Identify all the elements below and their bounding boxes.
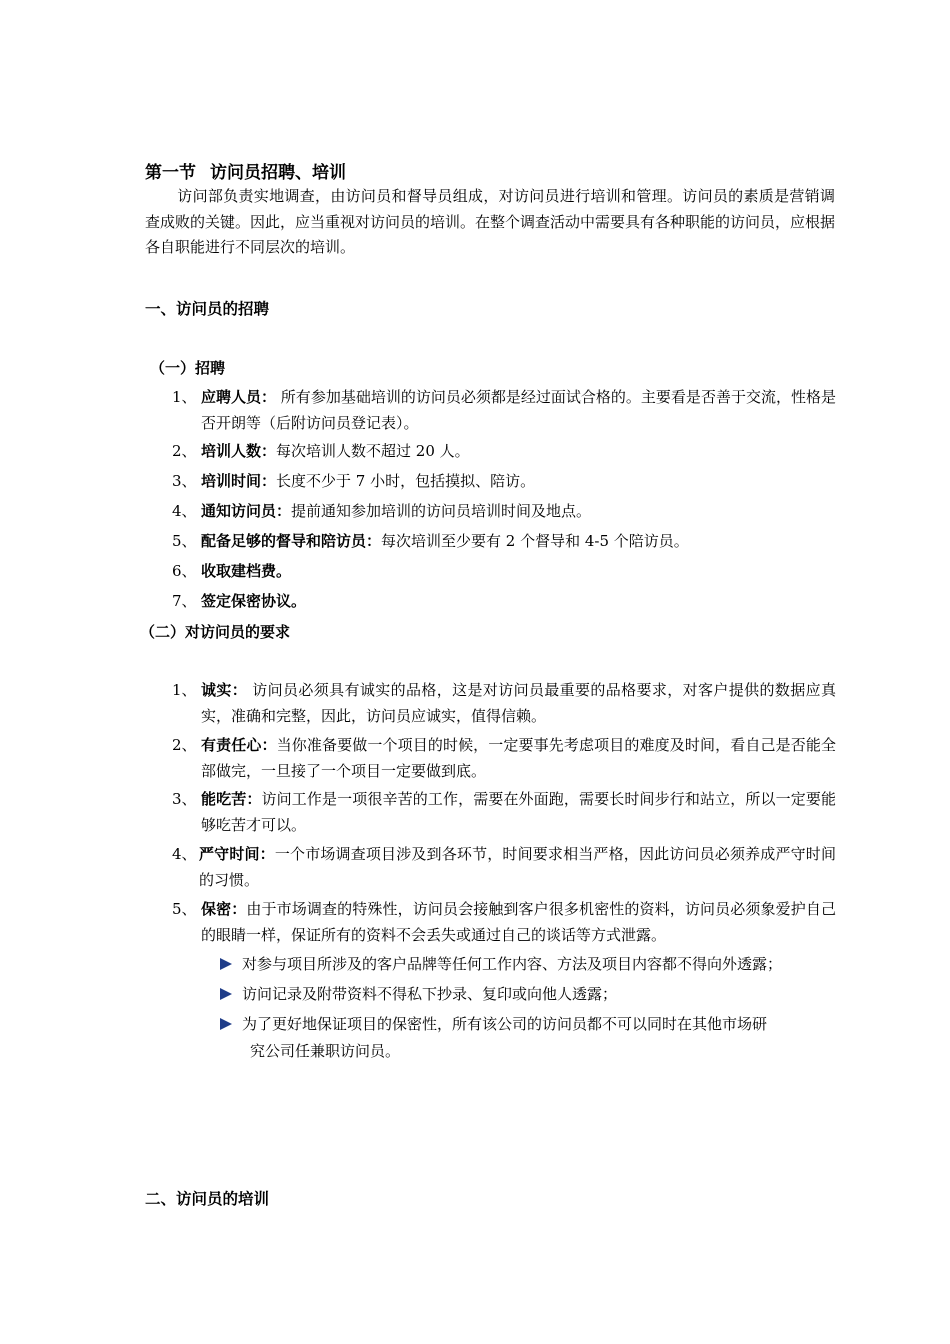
heading-recruitment: 一、访问员的招聘 — [145, 299, 270, 318]
list-item — [172, 384, 836, 436]
item-label: 严守时间： — [199, 845, 275, 863]
item-text: 当你准备要做一个项目的时候，一定要事先考虑项目的难度及时间，看自己是否能全部做完，一旦接了一个项目一定要做到底。 — [201, 736, 836, 780]
item-text: 提前通知参加培训的访问员培训时间及地点。 — [291, 502, 592, 520]
subheading-requirements: （二）对访问员的要求 — [140, 623, 291, 641]
item-text: 每次培训至少要有 2 个督导和 4-5 个陪访员。 — [381, 532, 689, 550]
item-label: 培训时间： — [201, 472, 277, 490]
item-label: 诚实： — [201, 681, 248, 699]
item-label: 收取建档费。 — [201, 562, 292, 580]
bullet-item — [220, 951, 838, 978]
section-title — [145, 158, 346, 183]
bullet-item — [220, 1011, 838, 1065]
item-text: 访问员必须具有诚实的品格，这是对访问员最重要的品格要求，对客户提供的数据应真实，准确和完整，因此，访问员应诚实，值得信赖。 — [201, 681, 836, 725]
item-text: 每次培训人数不超过 20 人。 — [276, 442, 470, 460]
list-item — [172, 438, 836, 464]
item-text: 由于市场调查的特殊性，访问员会接触到客户很多机密性的资料，访问员必须象爱护自己的眼睛一样，保证所有的资料不会丢失或通过自己的谈话等方式泄露。 — [201, 900, 836, 944]
intro-text: 访问部负责实地调查，由访问员和督导员组成，对访问员进行培训和管理。访问员的素质是营销调查成败的关键。因此，应当重视对访问员的培训。在整个调查活动中需要具有各种职能的访问员，应根据各自职能进行不同层次的培训。 — [145, 187, 836, 256]
triangle-bullet-icon — [220, 958, 232, 970]
triangle-bullet-icon — [220, 1018, 232, 1030]
item-number: 4、 — [172, 845, 197, 863]
list-item — [172, 498, 836, 524]
list-item — [172, 677, 836, 729]
list-item — [172, 732, 836, 784]
item-number: 7、 — [172, 592, 197, 610]
item-label: 配备足够的督导和陪访员： — [201, 532, 382, 550]
bullet-text: 为了更好地保证项目的保密性，所有该公司的访问员都不可以同时在其他市场研 — [242, 1015, 768, 1033]
item-label: 有责任心： — [201, 736, 277, 754]
list-item — [172, 588, 836, 614]
list-item — [172, 896, 836, 948]
list-item — [172, 786, 836, 838]
bullet-item — [220, 981, 838, 1008]
heading-training: 二、访问员的培训 — [145, 1189, 270, 1208]
item-number: 3、 — [172, 790, 197, 808]
item-number: 5、 — [172, 532, 197, 550]
item-number: 6、 — [172, 562, 197, 580]
subheading-recruit: （一）招聘 — [150, 359, 226, 377]
item-number: 2、 — [172, 442, 197, 460]
item-number: 1、 — [172, 388, 197, 406]
item-label: 保密： — [201, 900, 247, 918]
intro-paragraph — [145, 184, 835, 261]
item-label: 应聘人员： — [201, 388, 277, 406]
item-label: 能吃苦： — [201, 790, 262, 808]
item-number: 5、 — [172, 900, 197, 918]
list-item — [172, 558, 836, 584]
list-item — [172, 528, 836, 554]
item-number: 4、 — [172, 502, 197, 520]
item-text: 一个市场调查项目涉及到各环节，时间要求相当严格，因此访问员必须养成严守时间的习惯。 — [199, 845, 836, 889]
list-item — [172, 468, 836, 494]
triangle-bullet-icon — [220, 988, 232, 1000]
section-name: 访问员招聘、培训 — [210, 163, 346, 183]
item-label: 签定保密协议。 — [201, 592, 307, 610]
item-number: 2、 — [172, 736, 197, 754]
item-label: 培训人数： — [201, 442, 277, 460]
bullet-text: 访问记录及附带资料不得私下抄录、复印或向他人透露； — [242, 985, 618, 1003]
item-label: 通知访问员： — [201, 502, 292, 520]
item-number: 3、 — [172, 472, 197, 490]
item-text: 访问工作是一项很辛苦的工作，需要在外面跑，需要长时间步行和站立，所以一定要能够吃苦才可以。 — [201, 790, 836, 834]
section-number: 第一节 — [145, 163, 196, 183]
item-number: 1、 — [172, 681, 197, 699]
bullet-text-continued: 究公司任兼职访问员。 — [250, 1042, 401, 1060]
item-text: 长度不少于 7 小时，包括摸拟、陪访。 — [276, 472, 536, 490]
list-item — [172, 841, 836, 893]
bullet-text: 对参与项目所涉及的客户品牌等任何工作内容、方法及项目内容都不得向外透露； — [242, 955, 783, 973]
item-text: 所有参加基础培训的访问员必须都是经过面试合格的。主要看是否善于交流，性格是否开朗等（后附访问员登记表）。 — [201, 388, 836, 432]
